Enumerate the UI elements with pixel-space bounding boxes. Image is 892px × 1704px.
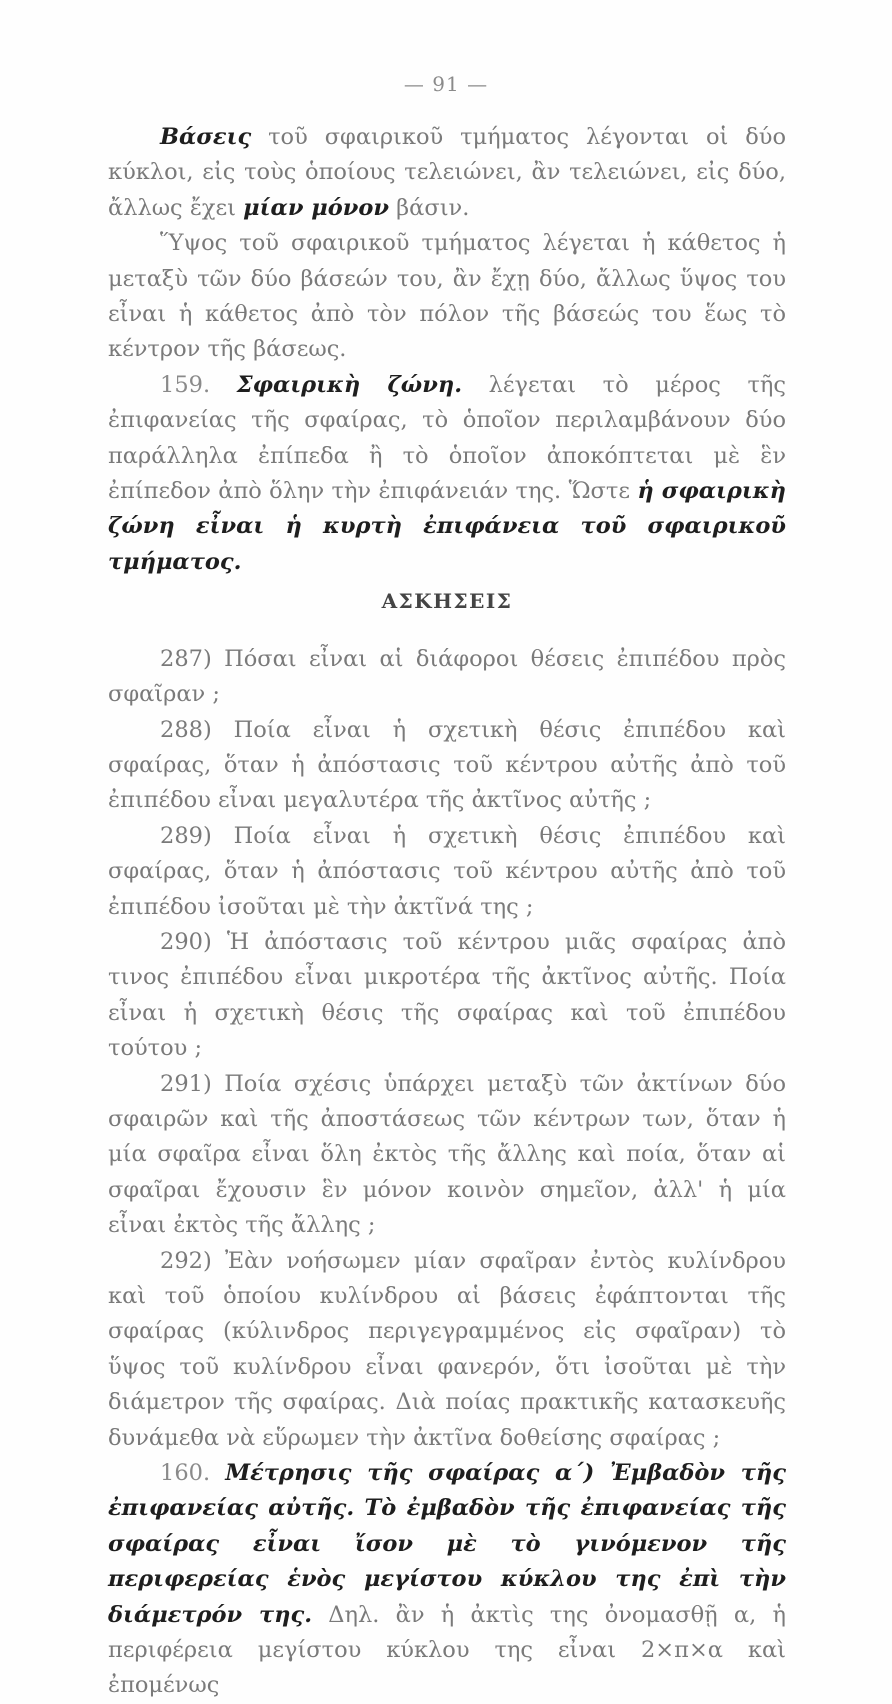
exercise-number: 292) [160,1247,212,1274]
paragraph-bases-end: βάσιν. [388,194,470,221]
paragraph-bases [108,120,786,226]
exercise-text: Ποία εἶναι ἡ σχετικὴ θέσις ἐπιπέδου καὶ σφαίρας, ὅταν ἡ ἀπόστασις τοῦ κέντρου αὐτῆς ἀπὸ τοῦ ἐπιπέδου εἶναι μεγαλυτέρα τῆς ἀκτῖνος αὐτῆς ; [108,716,786,814]
exercise-text: Ἐὰν νοήσωμεν μίαν σφαῖραν ἐντὸς κυλίνδρου καὶ τοῦ ὁποίου κυλίνδρου αἱ βάσεις ἐφάπτονται τῆς σφαίρας (κύλινδρος περιγεγραμμένος εἰς σφαῖραν) τὸ ὕψος τοῦ κυλίνδρου εἶναι φανερόν, ὅτι ἰσοῦται μὲ τὴν διάμετρον τῆς σφαίρας. Διὰ ποίας πρακτικῆς κατασκευῆς δυνάμεθα νὰ εὕρωμεν τὴν ἀκτῖνα δοθείσης σφαίρας ; [108,1247,786,1451]
paragraph-160 [108,1456,786,1704]
paragraph-159 [108,368,786,580]
exercise-289 [108,819,786,925]
section-number-160: 160. [160,1460,211,1487]
exercise-text: Ἡ ἀπόστασις τοῦ κέντρου μιᾶς σφαίρας ἀπὸ τινος ἐπιπέδου εἶναι μικροτέρα τῆς ἀκτῖνος αὐτῆς. Ποία εἶναι ἡ σχετικὴ θέσις τῆς σφαίρας καὶ τοῦ ἐπιπέδου τούτου ; [108,928,786,1062]
exercise-290 [108,925,786,1067]
exercise-291 [108,1067,786,1244]
paragraph-159-text: λέγεται τὸ μέρος τῆς ἐπιφανείας τῆς σφαίρας, τὸ ὁποῖον περιλαμβάνουν δύο παράλληλα ἐπίπεδα ἢ τὸ ὁποῖον ἀποκόπτεται μὲ ἓν ἐπίπεδον ἀπὸ ὅλην τὴν ἐπιφάνειάν της. Ὥστε [108,371,786,505]
exercise-number: 291) [160,1070,212,1097]
page-number: — 91 — [403,72,489,96]
paragraph-160-text: Δηλ. ἂν ἡ ἀκτὶς της ὀνομασθῇ α, ἡ περιφέρεια μεγίστου κύκλου της εἶναι 2×π×α καὶ ἐπομένως [108,1601,786,1699]
exercise-292 [108,1244,786,1456]
exercise-287 [108,642,786,713]
term-spherical-zone: Σφαιρικὴ ζώνη. [236,371,463,398]
section-number-159: 159. [160,371,211,398]
term-bases: Βάσεις [160,124,252,150]
exercise-288 [108,713,786,819]
exercise-text: Ποία σχέσις ὑπάρχει μεταξὺ τῶν ἀκτίνων δύο σφαιρῶν καὶ τῆς ἀποστάσεως τῶν κέντρων των, ὅταν ἡ μία σφαῖρα εἶναι ὅλη ἐκτὸς τῆς ἄλλης καὶ ποία, ὅταν αἱ σφαῖραι ἔχουσιν ἓν μόνον κοινὸν σημεῖον, ἀλλ' ἡ μία εἶναι ἐκτὸς τῆς ἄλλης ; [108,1070,786,1239]
exercises-heading: ΑΣΚΗΣΕΙΣ [381,589,513,614]
exercise-number: 289) [160,822,212,849]
paragraph-bases-text: τοῦ σφαιρικοῦ τμήματος λέγονται οἱ δύο κύκλοι, εἰς τοὺς ὁποίους τελειώνει, ἂν τελειώνει, εἰς δύο, ἄλλως ἔχει [108,124,786,221]
exercise-text: Ποία εἶναι ἡ σχετικὴ θέσις ἐπιπέδου καὶ σφαίρας, ὅταν ἡ ἀπόστασις τοῦ κέντρου αὐτῆς ἀπὸ τοῦ ἐπιπέδου ἰσοῦται μὲ τὴν ἀκτῖνά της ; [108,822,786,920]
exercise-number: 288) [160,716,212,743]
page-body [108,120,786,1704]
definition-spherical-zone: ἡ σφαιρικὴ ζώνη εἶναι ἡ κυρτὴ ἐπιφάνεια τοῦ σφαιρικοῦ τμήματος. [108,478,786,575]
paragraph-height: Ὕψος τοῦ σφαιρικοῦ τμήματος λέγεται ἡ κάθετος ἡ μεταξὺ τῶν δύο βάσεών του, ἂν ἔχῃ δύο, ἄλλως ὕψος του εἶναι ἡ κάθετος ἀπὸ τὸν πόλον τῆς βάσεώς του ἕως τὸ κέντρον τῆς βάσεως. [108,230,786,363]
theorem-sphere-area: Μέτρησις τῆς σφαίρας α΄) Ἐμβαδὸν τῆς ἐπιφανείας αὐτῆς. Τὸ ἐμβαδὸν τῆς ἐπιφανείας τῆς σφαίρας εἶναι ἴσον μὲ τὸ γινόμενον τῆς περιφερείας ἑνὸς μεγίστου κύκλου της ἐπὶ τὴν διάμετρόν της. [108,1460,786,1628]
term-only-one: μίαν μόνον [243,194,389,221]
exercise-text: Πόσαι εἶναι αἱ διάφοροι θέσεις ἐπιπέδου πρὸς σφαῖραν ; [108,645,786,708]
exercise-number: 287) [160,645,212,672]
exercise-number: 290) [160,928,212,955]
